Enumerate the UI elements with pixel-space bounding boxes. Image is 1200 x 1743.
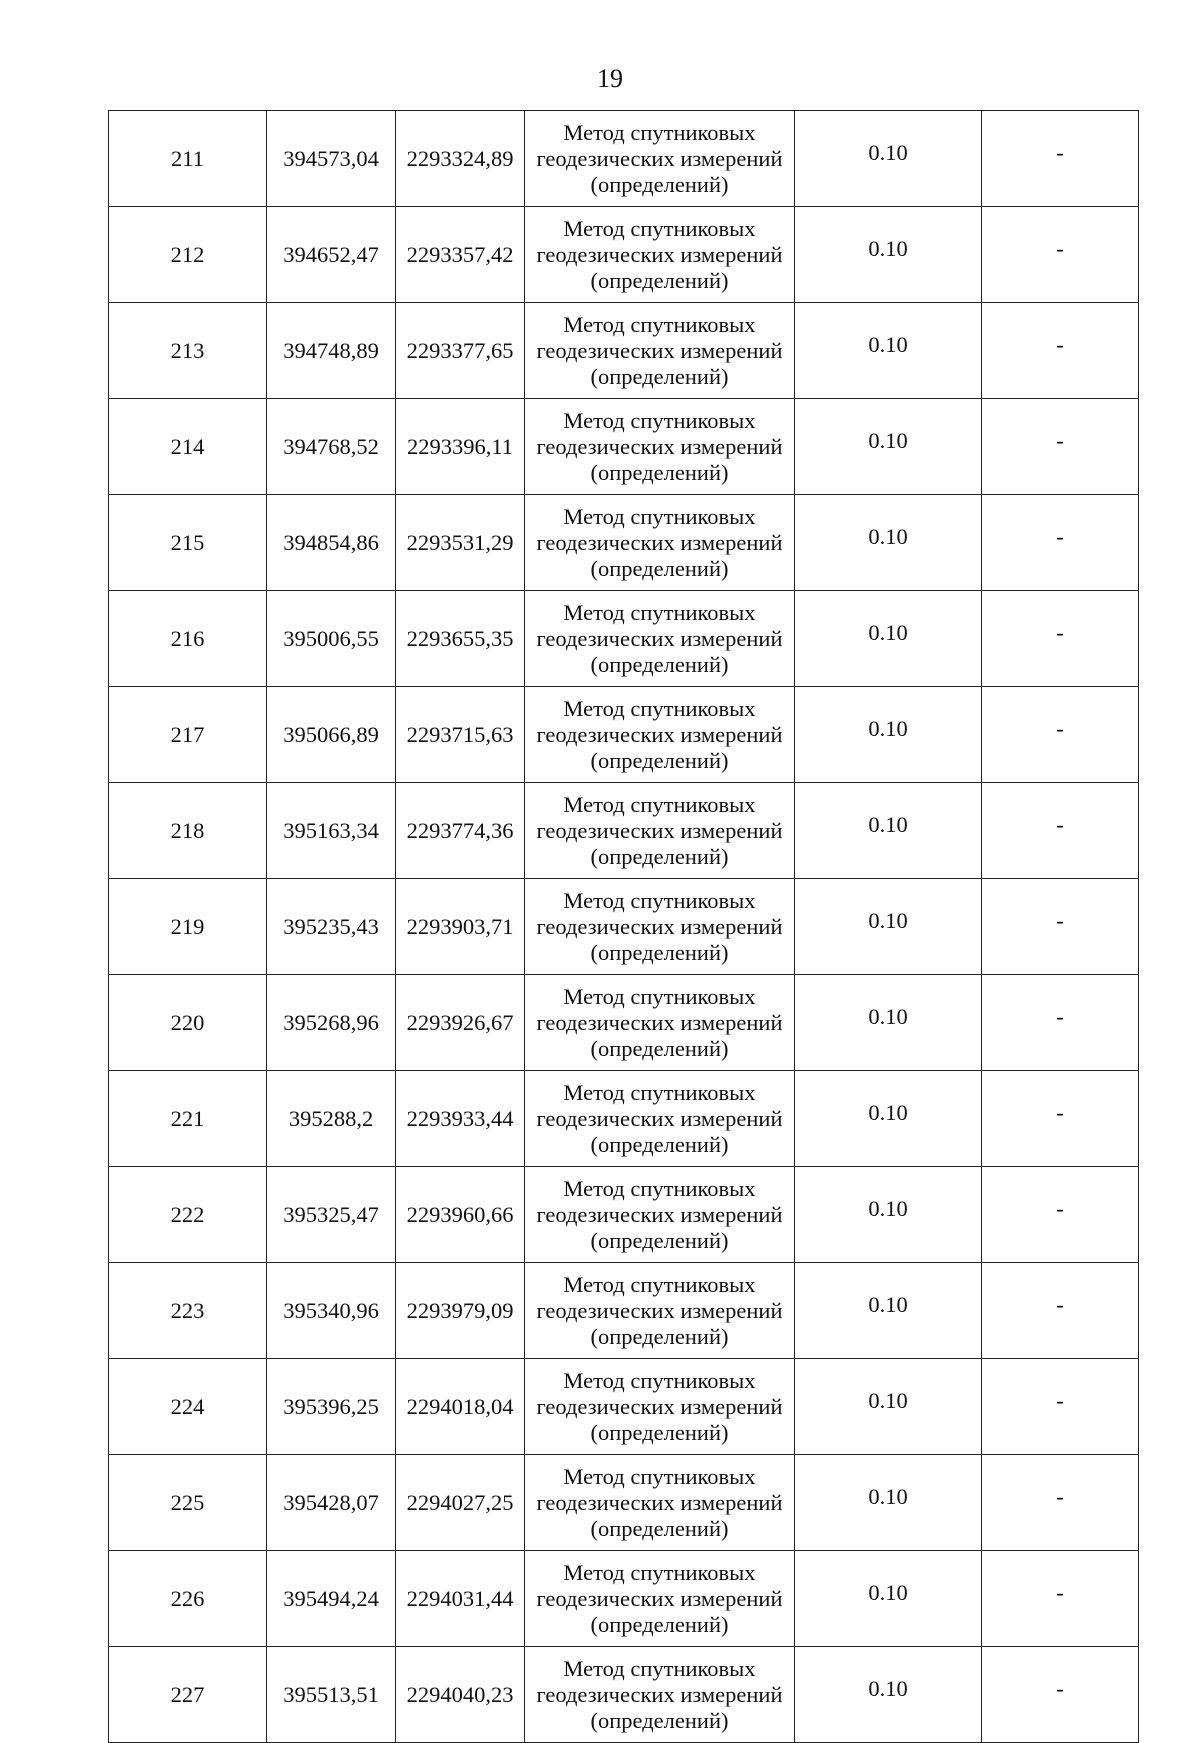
method-line: (определений) <box>590 363 729 389</box>
accuracy-cell: 0.10 <box>795 1551 982 1647</box>
method-line: геодезических измерений <box>536 1201 783 1227</box>
coordinates-table-body <box>109 111 1139 1743</box>
method-line: Метод спутниковых <box>563 119 756 145</box>
table-row <box>109 879 1139 975</box>
x-coordinate-cell: 395163,34 <box>267 783 396 879</box>
method-line: геодезических измерений <box>536 625 783 651</box>
method-line: Метод спутниковых <box>563 791 756 817</box>
accuracy-cell: 0.10 <box>795 1455 982 1551</box>
x-coordinate-cell: 395235,43 <box>267 879 396 975</box>
y-coordinate-cell: 2293774,36 <box>396 783 525 879</box>
x-coordinate-cell: 394768,52 <box>267 399 396 495</box>
method-line: (определений) <box>590 843 729 869</box>
table-row <box>109 303 1139 399</box>
accuracy-cell: 0.10 <box>795 207 982 303</box>
method-line: Метод спутниковых <box>563 407 756 433</box>
table-row <box>109 1263 1139 1359</box>
y-coordinate-cell: 2293357,42 <box>396 207 525 303</box>
x-coordinate-cell: 395428,07 <box>267 1455 396 1551</box>
method-line: геодезических измерений <box>536 1009 783 1035</box>
accuracy-cell: 0.10 <box>795 1647 982 1743</box>
description-cell: - <box>982 975 1139 1071</box>
point-number-cell: 222 <box>109 1167 267 1263</box>
method-line: геодезических измерений <box>536 1393 783 1419</box>
x-coordinate-cell: 394652,47 <box>267 207 396 303</box>
method-line: (определений) <box>590 1707 729 1733</box>
accuracy-cell: 0.10 <box>795 111 982 207</box>
method-cell <box>525 1647 795 1743</box>
coordinates-table <box>108 110 1139 1743</box>
table-row <box>109 1167 1139 1263</box>
point-number-cell: 225 <box>109 1455 267 1551</box>
y-coordinate-cell: 2293960,66 <box>396 1167 525 1263</box>
method-line: (определений) <box>590 747 729 773</box>
description-cell: - <box>982 111 1139 207</box>
y-coordinate-cell: 2293396,11 <box>396 399 525 495</box>
x-coordinate-cell: 395288,2 <box>267 1071 396 1167</box>
point-number-cell: 212 <box>109 207 267 303</box>
y-coordinate-cell: 2293926,67 <box>396 975 525 1071</box>
method-line: Метод спутниковых <box>563 1463 756 1489</box>
method-cell <box>525 303 795 399</box>
method-cell <box>525 1167 795 1263</box>
method-line: Метод спутниковых <box>563 1559 756 1585</box>
method-line: геодезических измерений <box>536 1585 783 1611</box>
y-coordinate-cell: 2293531,29 <box>396 495 525 591</box>
x-coordinate-cell: 395396,25 <box>267 1359 396 1455</box>
y-coordinate-cell: 2293715,63 <box>396 687 525 783</box>
method-line: Метод спутниковых <box>563 1271 756 1297</box>
table-row <box>109 783 1139 879</box>
y-coordinate-cell: 2294018,04 <box>396 1359 525 1455</box>
method-line: геодезических измерений <box>536 337 783 363</box>
y-coordinate-cell: 2293933,44 <box>396 1071 525 1167</box>
method-line: геодезических измерений <box>536 529 783 555</box>
x-coordinate-cell: 395340,96 <box>267 1263 396 1359</box>
method-cell <box>525 591 795 687</box>
method-cell <box>525 975 795 1071</box>
point-number-cell: 219 <box>109 879 267 975</box>
method-cell <box>525 687 795 783</box>
table-row <box>109 687 1139 783</box>
accuracy-cell: 0.10 <box>795 975 982 1071</box>
point-number-cell: 220 <box>109 975 267 1071</box>
description-cell: - <box>982 1071 1139 1167</box>
table-row <box>109 207 1139 303</box>
description-cell: - <box>982 1359 1139 1455</box>
method-line: (определений) <box>590 939 729 965</box>
method-cell <box>525 111 795 207</box>
accuracy-cell: 0.10 <box>795 591 982 687</box>
description-cell: - <box>982 1551 1139 1647</box>
method-line: Метод спутниковых <box>563 1079 756 1105</box>
method-line: геодезических измерений <box>536 817 783 843</box>
method-line: Метод спутниковых <box>563 887 756 913</box>
method-line: Метод спутниковых <box>563 1367 756 1393</box>
method-line: Метод спутниковых <box>563 503 756 529</box>
accuracy-cell: 0.10 <box>795 495 982 591</box>
method-line: (определений) <box>590 1227 729 1253</box>
table-row <box>109 1359 1139 1455</box>
y-coordinate-cell: 2293655,35 <box>396 591 525 687</box>
method-line: Метод спутниковых <box>563 311 756 337</box>
point-number-cell: 216 <box>109 591 267 687</box>
method-line: Метод спутниковых <box>563 215 756 241</box>
accuracy-cell: 0.10 <box>795 687 982 783</box>
point-number-cell: 211 <box>109 111 267 207</box>
point-number-cell: 214 <box>109 399 267 495</box>
method-line: геодезических измерений <box>536 1681 783 1707</box>
method-line: геодезических измерений <box>536 433 783 459</box>
method-line: геодезических измерений <box>536 913 783 939</box>
table-row <box>109 975 1139 1071</box>
method-cell <box>525 207 795 303</box>
table-row <box>109 591 1139 687</box>
table-row <box>109 1455 1139 1551</box>
accuracy-cell: 0.10 <box>795 303 982 399</box>
method-cell <box>525 1551 795 1647</box>
method-line: (определений) <box>590 1323 729 1349</box>
method-line: (определений) <box>590 459 729 485</box>
point-number-cell: 215 <box>109 495 267 591</box>
y-coordinate-cell: 2293903,71 <box>396 879 525 975</box>
method-line: геодезических измерений <box>536 1489 783 1515</box>
x-coordinate-cell: 395006,55 <box>267 591 396 687</box>
x-coordinate-cell: 394573,04 <box>267 111 396 207</box>
method-line: (определений) <box>590 555 729 581</box>
point-number-cell: 221 <box>109 1071 267 1167</box>
y-coordinate-cell: 2293324,89 <box>396 111 525 207</box>
x-coordinate-cell: 394854,86 <box>267 495 396 591</box>
method-line: Метод спутниковых <box>563 1655 756 1681</box>
description-cell: - <box>982 1167 1139 1263</box>
y-coordinate-cell: 2293979,09 <box>396 1263 525 1359</box>
y-coordinate-cell: 2294031,44 <box>396 1551 525 1647</box>
y-coordinate-cell: 2294027,25 <box>396 1455 525 1551</box>
table-row <box>109 399 1139 495</box>
point-number-cell: 218 <box>109 783 267 879</box>
method-line: (определений) <box>590 1515 729 1541</box>
point-number-cell: 217 <box>109 687 267 783</box>
method-cell <box>525 1359 795 1455</box>
accuracy-cell: 0.10 <box>795 1167 982 1263</box>
method-cell <box>525 495 795 591</box>
method-cell <box>525 879 795 975</box>
x-coordinate-cell: 394748,89 <box>267 303 396 399</box>
point-number-cell: 223 <box>109 1263 267 1359</box>
method-line: геодезических измерений <box>536 721 783 747</box>
method-line: (определений) <box>590 1035 729 1061</box>
y-coordinate-cell: 2294040,23 <box>396 1647 525 1743</box>
accuracy-cell: 0.10 <box>795 399 982 495</box>
method-line: геодезических измерений <box>536 1297 783 1323</box>
method-cell <box>525 1263 795 1359</box>
point-number-cell: 224 <box>109 1359 267 1455</box>
accuracy-cell: 0.10 <box>795 1263 982 1359</box>
method-line: Метод спутниковых <box>563 599 756 625</box>
x-coordinate-cell: 395268,96 <box>267 975 396 1071</box>
description-cell: - <box>982 495 1139 591</box>
point-number-cell: 213 <box>109 303 267 399</box>
x-coordinate-cell: 395494,24 <box>267 1551 396 1647</box>
method-line: (определений) <box>590 1419 729 1445</box>
description-cell: - <box>982 1455 1139 1551</box>
method-cell <box>525 399 795 495</box>
method-line: Метод спутниковых <box>563 1175 756 1201</box>
description-cell: - <box>982 1647 1139 1743</box>
method-line: (определений) <box>590 651 729 677</box>
method-line: (определений) <box>590 1131 729 1157</box>
method-cell <box>525 783 795 879</box>
accuracy-cell: 0.10 <box>795 1359 982 1455</box>
method-cell <box>525 1071 795 1167</box>
point-number-cell: 226 <box>109 1551 267 1647</box>
table-row <box>109 1551 1139 1647</box>
page-number: 19 <box>597 64 623 93</box>
description-cell: - <box>982 399 1139 495</box>
x-coordinate-cell: 395325,47 <box>267 1167 396 1263</box>
description-cell: - <box>982 207 1139 303</box>
description-cell: - <box>982 591 1139 687</box>
description-cell: - <box>982 783 1139 879</box>
method-line: геодезических измерений <box>536 145 783 171</box>
description-cell: - <box>982 879 1139 975</box>
y-coordinate-cell: 2293377,65 <box>396 303 525 399</box>
method-line: Метод спутниковых <box>563 695 756 721</box>
x-coordinate-cell: 395513,51 <box>267 1647 396 1743</box>
method-line: (определений) <box>590 171 729 197</box>
method-cell <box>525 1455 795 1551</box>
table-row <box>109 1647 1139 1743</box>
table-row <box>109 111 1139 207</box>
x-coordinate-cell: 395066,89 <box>267 687 396 783</box>
table-row <box>109 495 1139 591</box>
description-cell: - <box>982 687 1139 783</box>
method-line: (определений) <box>590 267 729 293</box>
point-number-cell: 227 <box>109 1647 267 1743</box>
accuracy-cell: 0.10 <box>795 1071 982 1167</box>
method-line: геодезических измерений <box>536 241 783 267</box>
method-line: (определений) <box>590 1611 729 1637</box>
description-cell: - <box>982 303 1139 399</box>
accuracy-cell: 0.10 <box>795 879 982 975</box>
table-row <box>109 1071 1139 1167</box>
method-line: геодезических измерений <box>536 1105 783 1131</box>
description-cell: - <box>982 1263 1139 1359</box>
accuracy-cell: 0.10 <box>795 783 982 879</box>
method-line: Метод спутниковых <box>563 983 756 1009</box>
